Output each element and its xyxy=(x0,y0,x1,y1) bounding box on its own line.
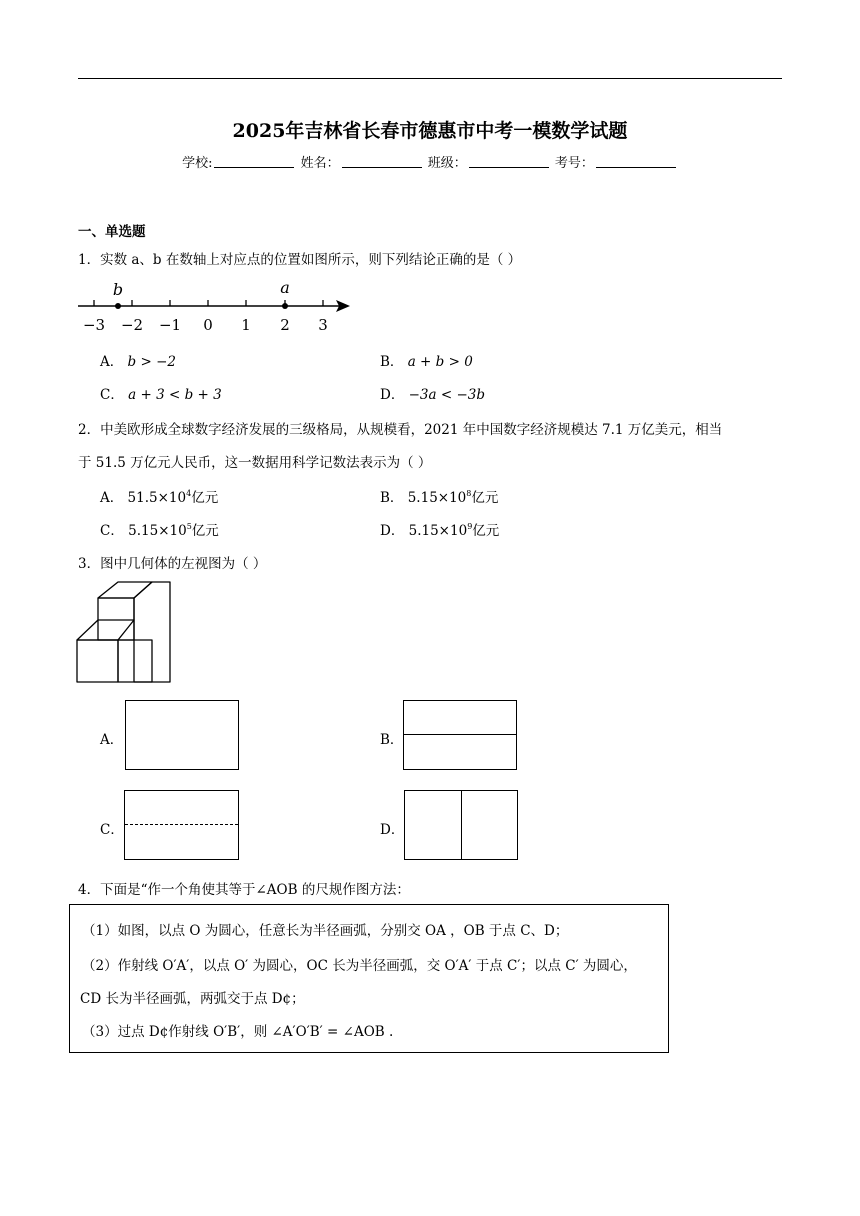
exam-no-label: 考号： xyxy=(554,156,594,171)
point-b-label: b xyxy=(112,280,124,299)
school-blank[interactable] xyxy=(214,155,294,168)
q2-option-c[interactable]: C． $5.15\times 10^5$亿元 xyxy=(100,522,219,539)
q1-option-d[interactable]: D． −3a < −3b xyxy=(380,387,486,403)
tick-label: −1 xyxy=(158,316,182,334)
q3-text: 3．图中几何体的左视图为（ ） xyxy=(78,556,267,572)
step-2-line1: （2）作射线 O′A′，以点 O′ 为圆心，OC 长为半径画弧，交 O′A′ 于点 C′；以点 C′ 为圆心， xyxy=(82,958,637,974)
q3-option-b-figure[interactable] xyxy=(403,700,517,770)
q1-option-c-text: a + 3 < b + 3 xyxy=(128,387,222,403)
q1-option-c[interactable]: C． a + 3 < b + 3 xyxy=(100,387,222,403)
q2-text-line1: 2．中美欧形成全球数字经济发展的三级格局，从规模看，2021 年中国数字经济规模达 7.1 万亿美元，相当 xyxy=(78,422,723,438)
student-info-line xyxy=(0,152,860,171)
q2-option-b[interactable]: B． $5.15\times 10^8$亿元 xyxy=(380,489,499,506)
q3-option-d-figure[interactable] xyxy=(404,790,518,860)
top-rule xyxy=(78,78,782,79)
q1-option-b-text: a + b > 0 xyxy=(407,354,473,370)
class-label: 班级： xyxy=(427,156,467,171)
q1-text: 1．实数 a、b 在数轴上对应点的位置如图所示，则下列结论正确的是（ ） xyxy=(78,252,522,268)
step-3: （3）过点 D¢作射线 O′B′，则 ∠A′O′B′ = ∠AOB . xyxy=(82,1024,394,1040)
point-a xyxy=(282,303,288,309)
class-blank[interactable] xyxy=(469,155,549,168)
step-2-line2: CD 长为半径画弧，两弧交于点 D¢； xyxy=(80,991,305,1007)
solid-divider xyxy=(404,734,516,735)
tick-label: 2 xyxy=(280,316,290,334)
q2-option-a[interactable]: A． $51.5\times 10^4$亿元 xyxy=(100,489,219,506)
page-title: 2025年吉林省长春市德惠市中考一模数学试题 xyxy=(232,120,628,142)
step-1: （1）如图，以点 O 为圆心，任意长为半径画弧，分别交 OA ，OB 于点 C、D； xyxy=(82,923,569,939)
tick-label: −3 xyxy=(82,316,106,334)
name-blank[interactable] xyxy=(342,155,422,168)
q2-text-line2: 于 51.5 万亿元人民币，这一数据用科学记数法表示为（ ） xyxy=(78,455,432,471)
q1-option-a-text: b > −2 xyxy=(127,354,176,370)
q3-option-c-figure[interactable] xyxy=(124,790,239,860)
name-label: 姓名： xyxy=(300,156,340,171)
q4-text: 4．下面是“作一个角使其等于∠AOB 的尺规作图方法： xyxy=(78,882,410,898)
section-title: 一、单选题 xyxy=(78,224,146,240)
construction-steps-box xyxy=(69,904,669,1053)
q2-option-d[interactable]: D． $5.15\times 10^9$亿元 xyxy=(380,522,500,539)
tick-label: 0 xyxy=(203,316,213,334)
tick-label: 1 xyxy=(241,316,251,334)
school-label: 学校: xyxy=(182,156,213,171)
q1-option-a[interactable]: A． b > −2 xyxy=(100,354,176,370)
q1-option-b[interactable]: B． a + b > 0 xyxy=(380,354,473,370)
q3-option-a-figure[interactable] xyxy=(125,700,239,770)
tick-label: 3 xyxy=(318,316,328,334)
q3-option-d-label[interactable]: D． xyxy=(380,822,405,838)
point-a-label: a xyxy=(280,278,290,297)
tick-label: −2 xyxy=(120,316,144,334)
dashed-divider xyxy=(125,824,238,825)
point-b xyxy=(115,303,121,309)
number-line-figure xyxy=(74,276,364,338)
vertical-divider xyxy=(461,791,462,859)
exam-no-blank[interactable] xyxy=(596,155,676,168)
q1-option-d-text: −3a < −3b xyxy=(408,387,486,403)
q3-option-a-label[interactable]: A． xyxy=(100,732,124,748)
q3-option-c-label[interactable]: C． xyxy=(100,822,124,838)
q3-option-b-label[interactable]: B． xyxy=(380,732,404,748)
solid-figure-final xyxy=(72,578,176,688)
